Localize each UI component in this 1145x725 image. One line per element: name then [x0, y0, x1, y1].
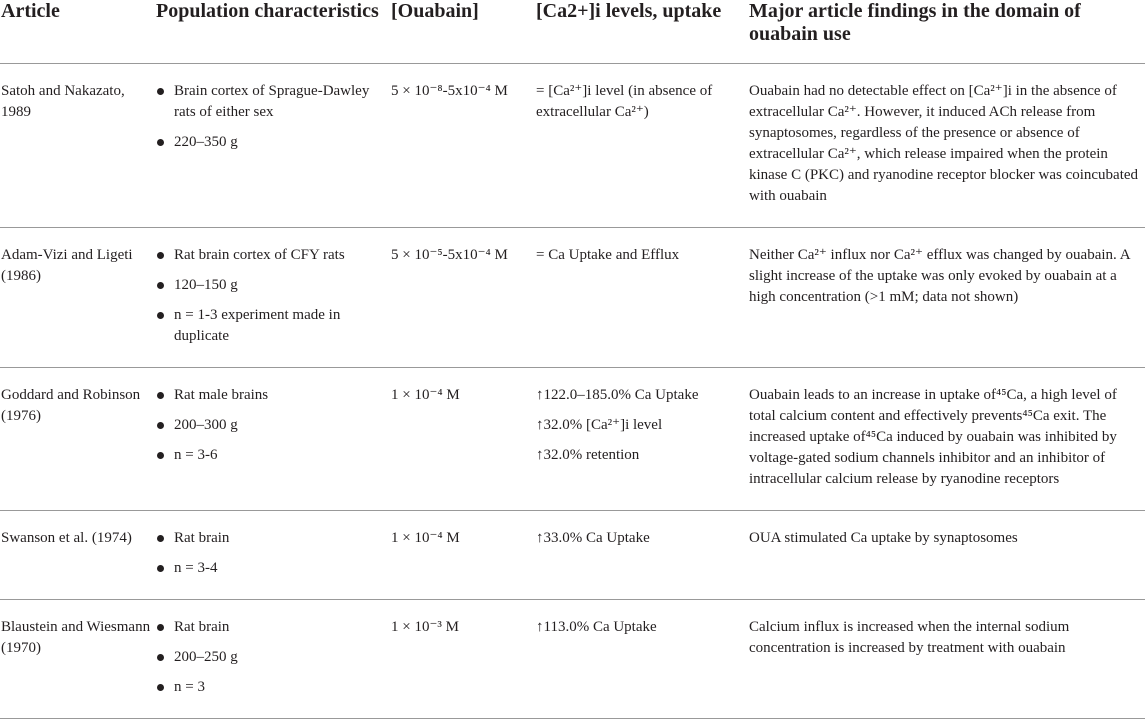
bullet-icon — [157, 654, 164, 661]
list-item — [156, 617, 386, 638]
population-item: n = 3 — [174, 679, 205, 695]
article-cell: Adam-Vizi and Ligeti (1986) — [1, 247, 133, 284]
ouabain-cell: 5 × 10⁻⁵-5x10⁻⁴ M — [391, 247, 508, 263]
ouabain-cell: 1 × 10⁻³ M — [391, 619, 459, 635]
calcium-item: = Ca Uptake and Efflux — [536, 247, 680, 263]
calcium-cell — [535, 228, 748, 368]
calcium-item: = [Ca²⁺]i level (in absence of extracellular Ca²⁺) — [536, 83, 713, 120]
population-item: n = 1-3 experiment made in duplicate — [174, 307, 341, 344]
population-item: 220–350 g — [174, 134, 238, 150]
bullet-icon — [157, 422, 164, 429]
population-cell — [155, 511, 390, 600]
population-item: Rat brain cortex of CFY rats — [174, 247, 345, 263]
calcium-cell — [535, 368, 748, 511]
population-cell — [155, 368, 390, 511]
bullet-icon — [157, 88, 164, 95]
population-item: 120–150 g — [174, 277, 238, 293]
list-item — [156, 445, 386, 466]
bullet-icon — [157, 565, 164, 572]
bullet-icon — [157, 684, 164, 691]
ouabain-cell: 1 × 10⁻⁴ M — [391, 530, 460, 546]
list-item — [156, 245, 386, 266]
list-item — [156, 132, 386, 153]
ouabain-cell: 1 × 10⁻⁴ M — [391, 387, 460, 403]
list-item — [156, 677, 386, 698]
findings-cell: Ouabain leads to an increase in uptake of⁴⁵Ca, a high level of total calcium content and effectively prevents⁴⁵Ca exit. The increased uptake of⁴⁵Ca induced by ouabain was inhibited by voltage-gated sodium channels inhibitor and an inhibitor of intracellular calcium release by ryanodine receptors — [749, 387, 1117, 487]
calcium-cell — [535, 511, 748, 600]
header-row — [0, 0, 1145, 64]
findings-cell: Calcium influx is increased when the internal sodium concentration is increased by treatment with ouabain — [749, 619, 1070, 656]
calcium-cell — [535, 600, 748, 719]
population-cell — [155, 64, 390, 228]
article-cell: Blaustein and Wiesmann (1970) — [1, 619, 151, 656]
population-item: Brain cortex of Sprague-Dawley rats of either sex — [174, 83, 370, 120]
calcium-item: ↑122.0–185.0% Ca Uptake — [536, 387, 699, 403]
calcium-item: ↑33.0% Ca Uptake — [536, 530, 650, 546]
population-item: Rat brain — [174, 619, 230, 635]
population-cell — [155, 600, 390, 719]
population-item: 200–300 g — [174, 417, 238, 433]
bullet-icon — [157, 252, 164, 259]
bullet-icon — [157, 535, 164, 542]
findings-cell: Neither Ca²⁺ influx nor Ca²⁺ efflux was changed by ouabain. A slight increase of the uptake was only evoked by ouabain at a high concentration (>1 mM; data not shown) — [749, 247, 1130, 305]
list-item — [156, 558, 386, 579]
table-row — [0, 368, 1145, 511]
bullet-icon — [157, 282, 164, 289]
population-item: n = 3-4 — [174, 560, 218, 576]
table-row — [0, 64, 1145, 228]
population-item: Rat brain — [174, 530, 230, 546]
population-item: 200–250 g — [174, 649, 238, 665]
article-cell: Satoh and Nakazato, 1989 — [1, 83, 125, 120]
list-item — [156, 528, 386, 549]
article-cell: Swanson et al. (1974) — [1, 530, 132, 546]
list-item — [156, 647, 386, 668]
list-item — [156, 275, 386, 296]
table-row — [0, 228, 1145, 368]
header-population: Population characteristics — [156, 0, 379, 22]
bullet-icon — [157, 624, 164, 631]
calcium-item: ↑32.0% retention — [536, 447, 640, 463]
list-item — [156, 305, 386, 347]
bullet-icon — [157, 312, 164, 319]
header-findings: Major article findings in the domain of ouabain use — [749, 0, 1081, 45]
list-item — [156, 385, 386, 406]
findings-cell: OUA stimulated Ca uptake by synaptosomes — [749, 530, 1018, 546]
population-item: Rat male brains — [174, 387, 269, 403]
article-cell: Goddard and Robinson (1976) — [1, 387, 141, 424]
findings-cell: Ouabain had no detectable effect on [Ca²⁺]i in the absence of extracellular Ca²⁺. However, it induced ACh release from synaptosomes, regardless of the presence or absence of extracellular Ca²⁺, which release impaired when the protein kinase C (PKC) and ryanodine receptor blocker was coincubated with ouabain — [749, 83, 1139, 204]
bullet-icon — [157, 452, 164, 459]
bullet-icon — [157, 139, 164, 146]
header-calcium: [Ca2+]i levels, uptake — [536, 0, 722, 22]
header-ouabain: [Ouabain] — [391, 0, 479, 22]
ouabain-cell: 5 × 10⁻⁸-5x10⁻⁴ M — [391, 83, 508, 99]
population-cell — [155, 228, 390, 368]
bullet-icon — [157, 392, 164, 399]
table-row — [0, 600, 1145, 719]
calcium-item: ↑113.0% Ca Uptake — [536, 619, 657, 635]
list-item — [156, 415, 386, 436]
population-item: n = 3-6 — [174, 447, 218, 463]
table-row — [0, 511, 1145, 600]
calcium-item: ↑32.0% [Ca²⁺]i level — [536, 417, 663, 433]
list-item — [156, 81, 386, 123]
header-article: Article — [1, 0, 60, 22]
calcium-cell — [535, 64, 748, 228]
